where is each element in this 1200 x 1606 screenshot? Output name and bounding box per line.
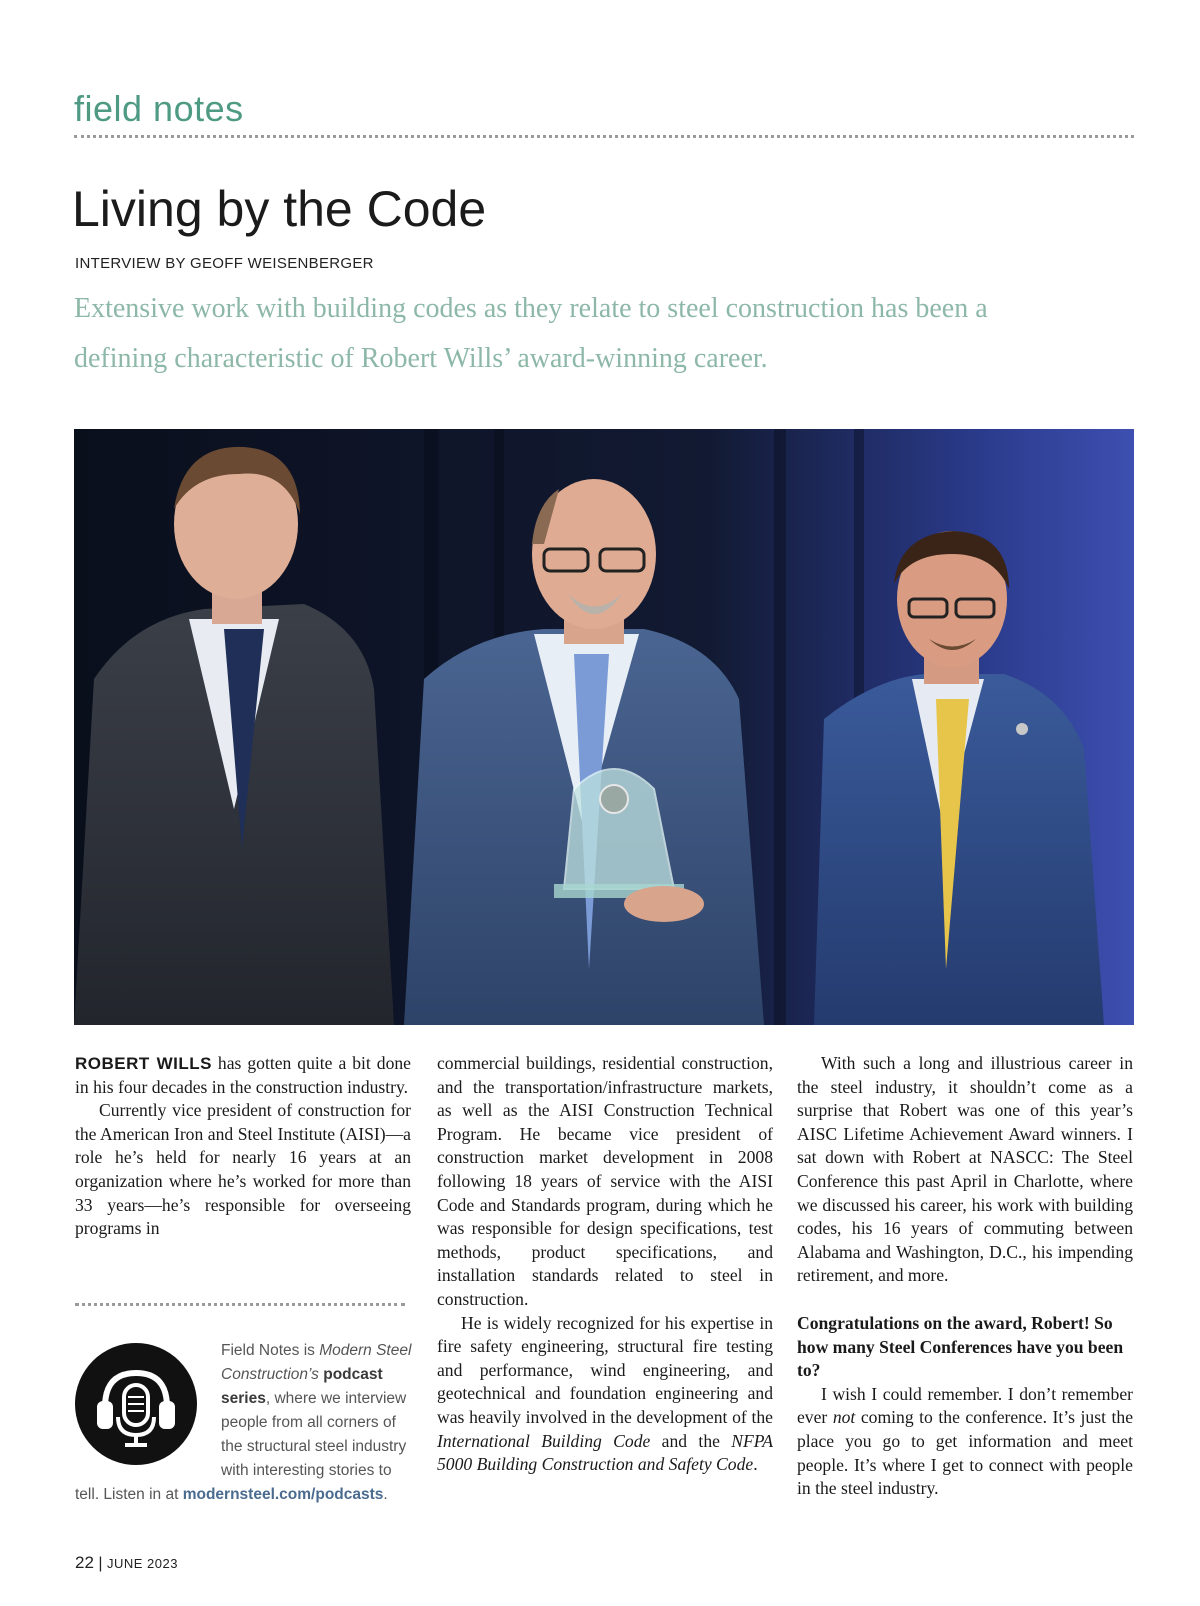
interview-answer: I wish I could remember. I don’t remember ever not coming to the conference. It’s just the place you go to get information and meet people. It’s where I get to connect with people in the steel industry. bbox=[797, 1383, 1133, 1499]
podcast-link[interactable]: modernsteel.com/podcasts bbox=[182, 1486, 384, 1503]
podcast-sidebar: Field Notes is Modern Steel Construction’s podcast series, where we interview people from all corners of the structural steel industry with interesting stories to tell. Listen in at modernsteel.com/podcasts. bbox=[75, 1339, 415, 1507]
article-column-2 bbox=[437, 1052, 773, 1477]
podcast-microphone-icon bbox=[75, 1343, 197, 1465]
award-photo bbox=[74, 429, 1134, 1025]
issue-date: JUNE 2023 bbox=[106, 1556, 178, 1571]
sidebar-divider bbox=[75, 1303, 405, 1306]
ibc-title: International Building Code bbox=[437, 1430, 651, 1451]
lead-paragraph: ROBERT WILLS has gotten quite a bit done in his four decades in the construction industry. bbox=[75, 1053, 411, 1097]
article-dek: Extensive work with building codes as they relate to steel construction has been a defining characteristic of Robert Wills’ award-winning career. bbox=[74, 293, 988, 374]
page-number: 22 bbox=[75, 1553, 94, 1572]
section-divider bbox=[74, 135, 1134, 138]
paragraph: He is widely recognized for his expertise in fire safety engineering, structural fire testing and performance, wind engineering, and geotechnical and foundation engineering and was heavily involved in the development of the International Building Code and the NFPA 5000 Building Construction and Safety Code. bbox=[437, 1312, 774, 1475]
page-footer: 22 | JUNE 2023 bbox=[75, 1553, 178, 1572]
article-column-1 bbox=[75, 1052, 411, 1241]
paragraph: With such a long and illustrious career in the steel industry, it shouldn’t come as a surprise that Robert was one of this year’s AISC Lifetime Achievement Award winners. I sat down with Robert at NASCC: The Steel Conference this past April in Charlotte, where we discussed his career, his work with building codes, his 16 years of commuting between Alabama and Washington, D.C., his impending retirement, and more. bbox=[797, 1053, 1133, 1286]
lead-name: ROBERT WILLS bbox=[75, 1054, 212, 1073]
nfpa-title: NFPA 5000 Building Construction and Safety Code bbox=[437, 1430, 774, 1475]
paragraph: Currently vice president of construction for the American Iron and Steel Institute (AISI)—a role he’s held for nearly 16 years at an organization where he’s worked for more than 33 years—he’s responsible for overseeing programs in bbox=[75, 1100, 411, 1239]
byline: INTERVIEW BY GEOFF WEISENBERGER bbox=[75, 255, 374, 272]
paragraph: commercial buildings, residential construction, and the transportation/infrastructure markets, as well as the AISI Construction Technical Program. He became vice president of construction market development in 2008 following 18 years of service with the AISI Code and Standards program, during which he was responsible for design specifications, test methods, product specifications, and installation standards related to steel in construction. bbox=[437, 1053, 773, 1309]
interview-question: Congratulations on the award, Robert! So how many Steel Conferences have you been to? bbox=[797, 1312, 1124, 1381]
section-label: field notes bbox=[74, 88, 244, 129]
article-column-3 bbox=[797, 1052, 1133, 1501]
article-title: Living by the Code bbox=[72, 181, 487, 237]
